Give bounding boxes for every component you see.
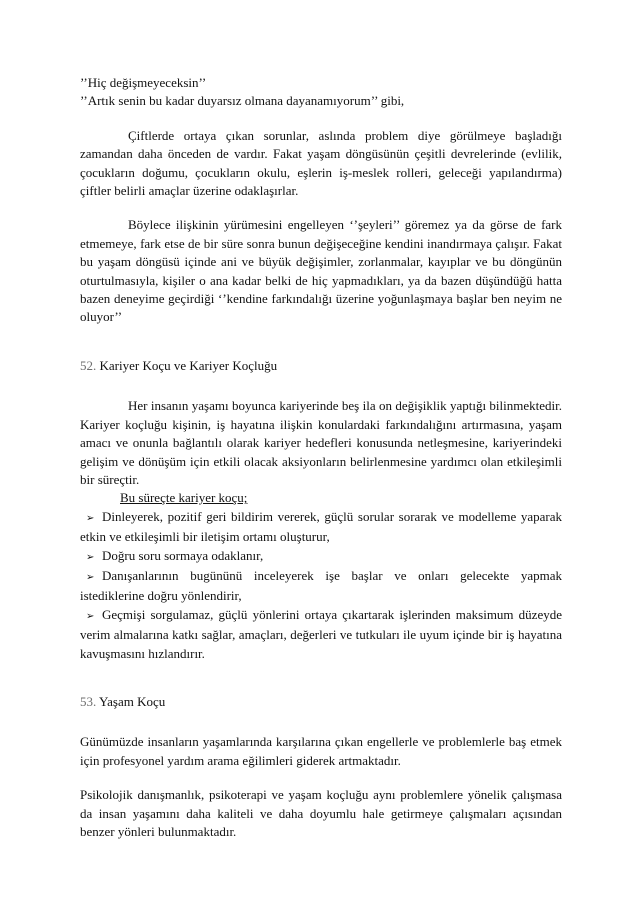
arrow-bullet-icon: ➢: [86, 571, 95, 583]
list-item-text: Dinleyerek, pozitif geri bildirim vererek, güçlü sorular sorarak ve modelleme yaparak etkin ve etkileşimli bir iletişim ortamı oluşturur,: [80, 508, 562, 545]
intro-quote-2: ’’Artık senin bu kadar duyarsız olmana dayanamıyorum’’ gibi,: [80, 93, 405, 109]
intro-paragraph-2: Böylece ilişkinin yürümesini engelleyen ‘’şeyleri’’ göremez ya da görse de fark etmemeye, fark etse de bir süre sonra bunun değişeceğine kendini inandırmaya çalışır. Fakat bu yaşam döngüsü içinde ani ve büyük değişimler, zorlanmalar, kayıplar ve bu döngünün oturtulmasıyla, kişiler o ana kadar belki de hiç yapmadıkları, ya da bazen düşündüğü hatta bazen deneyime geçirdiği ‘’kendine farkındalığı üzerine yoğunlaşmaya başlar ben neyim ne oluyor’’: [80, 217, 562, 325]
list-item: [80, 567, 562, 606]
section-52-heading: [80, 357, 562, 375]
section-53-heading: [80, 693, 562, 711]
section-52-paragraph: Her insanın yaşamı boyunca kariyerinde beş ila on değişiklik yaptığı bilinmektedir. Kariyer koçluğu kişinin, iş hayatına ilişkin konulardaki farkındalığını artırmasına, yaşam amacı ve onunla bağlantılı olarak kariyer hedefleri konusunda netleşmesine, kariyerindeki gelişim ve dönüşüm için etkili olacak aksiyonların belirlenmesine yardımcı olan etkileşimli bir süreçtir.: [80, 398, 562, 487]
section-53-paragraph-1: Günümüzde insanların yaşamlarında karşılarına çıkan engellerle ve problemlerle baş etmek için profesyonel yardım arama eğilimleri giderek artmaktadır.: [80, 734, 562, 768]
spacer: [80, 200, 562, 216]
arrow-bullet-icon: ➢: [86, 551, 95, 563]
spacer: [80, 327, 562, 357]
process-label-line: [80, 489, 562, 507]
section-52-number: 52.: [80, 357, 97, 373]
spacer: [80, 770, 562, 786]
list-item: [80, 547, 562, 567]
spacer: [80, 663, 562, 693]
section-53-number: 53.: [80, 693, 97, 709]
arrow-bullet-icon: ➢: [86, 610, 95, 622]
process-label: Bu süreçte kariyer koçu;: [120, 490, 248, 506]
list-item-text: Geçmişi sorgulamaz, güçlü yönlerini ortaya çıkartarak işlerinden maksimum düzeyde verim almalarına katkı sağlar, amaçları, değerleri ve tutkuları ile uyum içinde bir iş hayatına kavuşmasını hızlandırır.: [80, 606, 562, 661]
section-53-title: Yaşam Koçu: [99, 693, 166, 709]
spacer: [80, 111, 562, 127]
list-item: [80, 606, 562, 663]
spacer: [80, 375, 562, 397]
section-53-paragraph-2: Psikolojik danışmanlık, psikoterapi ve yaşam koçluğu aynı problemlere yönelik çalışmasa da insan yaşamını daha kaliteli ve daha doyumlu hale getirmeye çalışmaları açısından benzer yönleri bulunmaktadır.: [80, 787, 562, 839]
list-item-text: Doğru soru sormaya odaklanır,: [102, 547, 264, 563]
section-52-title: Kariyer Koçu ve Kariyer Koçluğu: [99, 357, 278, 373]
list-item-text: Danışanlarının bugününü inceleyerek işe başlar ve onları gelecekte yapmak istediklerine doğru yönlendirir,: [80, 567, 562, 604]
career-coach-list: [80, 508, 562, 663]
list-item: [80, 508, 562, 547]
spacer: [80, 711, 562, 733]
intro-paragraph-1: Çiftlerde ortaya çıkan sorunlar, aslında problem diye görülmeye başladığı zamandan daha önceden de vardır. Fakat yaşam döngüsünün çeşitli devrelerinde (evlilik, çocukların doğumu, çocukların okulu, eşlerin iş-meslek rolleri, geleceği yapılandırma) çiftler belirli amaçlar üzerine odaklaşırlar.: [80, 127, 562, 199]
page-content: [80, 74, 562, 841]
intro-quote-1: ’’Hiç değişmeyeceksin’’: [80, 75, 207, 90]
arrow-bullet-icon: ➢: [86, 512, 95, 524]
